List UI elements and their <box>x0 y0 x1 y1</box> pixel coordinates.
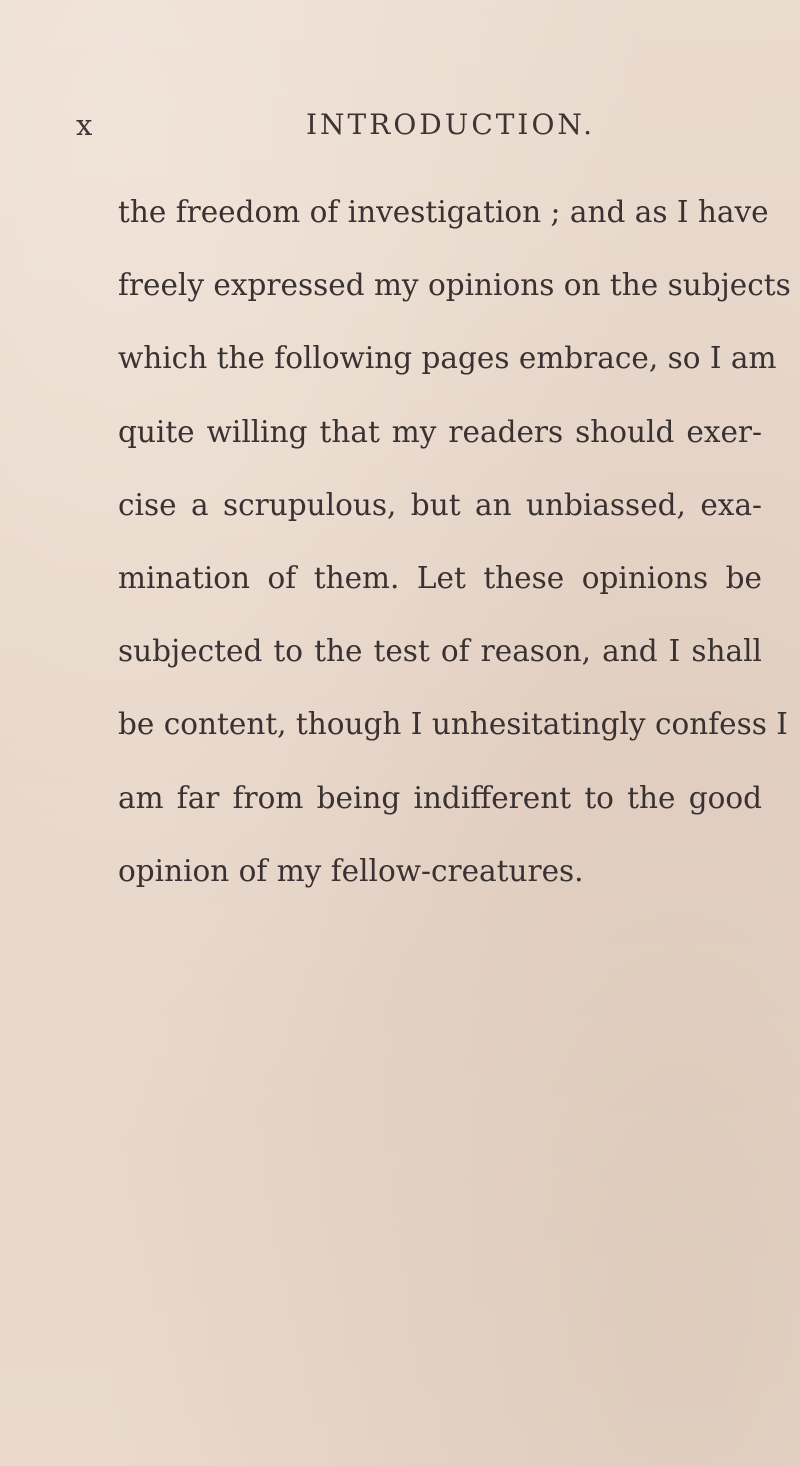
page-header <box>0 108 800 148</box>
body-text <box>118 186 791 918</box>
running-title: INTRODUCTION. <box>306 108 596 141</box>
text-line: which the following pages embrace, so I am <box>118 341 777 376</box>
text-line: freely expressed my opinions on the subjects <box>118 268 791 303</box>
text-line: be content, though I unhesitatingly confess I <box>118 707 788 742</box>
text-line: quite willing that my readers should exer- <box>118 414 762 449</box>
text-line: the freedom of investigation ; and as I have <box>118 195 769 229</box>
text-line: subjected to the test of reason, and I shall <box>118 634 762 669</box>
text-line: am far from being indifferent to the good <box>118 780 762 815</box>
page-number: x <box>76 108 94 142</box>
text-line: opinion of my fellow-creatures. <box>118 853 584 888</box>
text-line: mination of them. Let these opinions be <box>118 560 762 595</box>
text-line: cise a scrupulous, but an unbiassed, exa- <box>118 487 762 522</box>
